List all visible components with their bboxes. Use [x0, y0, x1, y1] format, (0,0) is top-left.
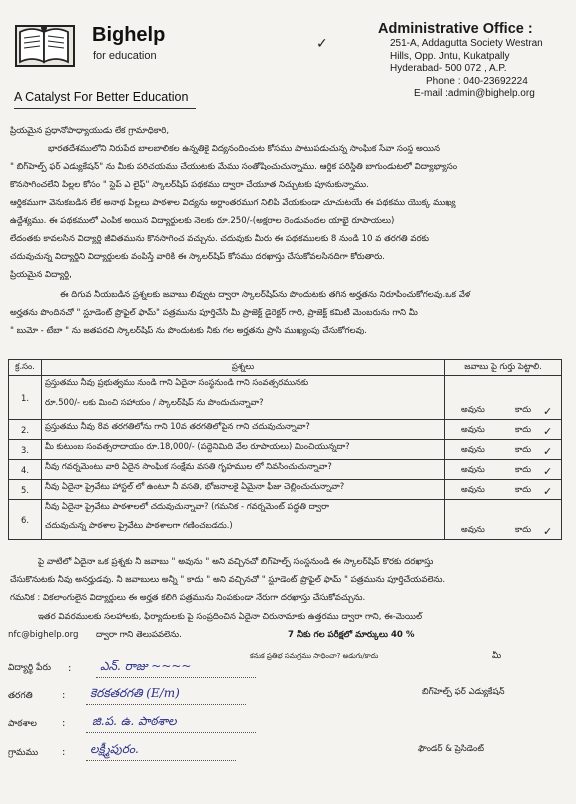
yes-option[interactable]: అవును	[461, 524, 485, 534]
question-cell: నీవు ఏదైనా ప్రైవేటు హాస్టల్ లో ఉంటూ నీ వసతి, భోజనాలకై ఏమైనా ఫీజు చెల్లించుచున్నావా?	[42, 480, 445, 500]
question-cell: నీవు గవర్నమెంటు వారి ఏదైన సాంఘిక సంక్షేమ వసతి గృహముల లో నివసించుచున్నావా?	[42, 460, 445, 480]
question-text: ప్రస్తుతము నీవు ప్రభుత్వము నుండి గాని ఏదైనా సంస్థనుండి గాని సంవత్సరమునకు	[45, 377, 309, 387]
row-number: 1.	[9, 376, 42, 420]
col-header-answer: జవాబు పై గుర్తు పెట్టాలి.	[445, 360, 562, 376]
table-row	[9, 440, 562, 460]
school-value[interactable]: జి.ప. ఉ. పాఠశాల	[92, 714, 177, 728]
brand-subtitle: for education	[93, 50, 157, 62]
body-line: కొనసాగించలేని పిల్లల కోసం " స్టెప్ ఎ లైఫ్" స్కాలర్‌షిప్ పథకము ద్వారా చేయూత నిచ్చుటకు పూనుకున్నాము.	[10, 180, 369, 190]
yes-option[interactable]: అవును	[461, 464, 485, 474]
yes-option[interactable]: అవును	[461, 404, 485, 414]
salutation-student: ప్రియమైన విద్యార్థి,	[10, 270, 72, 280]
tick-mark-icon: ✓	[543, 465, 553, 478]
question-text: రూ.500/- లకు మించి సహాయం / స్కాలర్‌షిప్ ను పొందుచున్నావా?	[45, 397, 264, 407]
question-text: చదువుచున్న పాఠశాల ప్రైవేటు పాఠశాలగా గణించబడదు.)	[45, 520, 233, 530]
row-number: 6.	[9, 500, 42, 540]
answer-cell[interactable]	[445, 376, 562, 420]
tick-mark-icon: ✓	[543, 425, 553, 438]
office-title: Administrative Office :	[378, 21, 533, 37]
office-line: Hills, Opp. Jntu, Kukatpally	[390, 50, 510, 62]
signature-title: ఫౌండర్ & ప్రెసిడెంట్	[418, 744, 484, 754]
table-row	[9, 420, 562, 440]
table-row	[9, 480, 562, 500]
instruction-line: చేసుకొనుటకు నీవు అనర్హుడవు. నీ జవాబులు అన్నీ " కాదు " అని వచ్చినచో " స్టూడెంట్ ప్రొఫైల్ ఫామ్ " పత్రమును పూర్తిచేయవలెను.	[10, 575, 446, 585]
student-name-value[interactable]: ఎన్. రాజు ~~~~	[100, 659, 192, 673]
class-value[interactable]: కెరకతరగతి (E/m)	[90, 686, 180, 700]
student-name-label: విద్యార్థి పేరు	[8, 663, 51, 673]
body-line: " బిగ్‌హెల్ప్ ఫర్ ఎడ్యుకేషన్" ను మీకు పరిచయము చేయుటకు మేము సంతోషించుచున్నాము. ఆర్థిక పరిస్థితి బాగుండుటలో విద్యాభ్యాసం	[10, 162, 458, 172]
answer-cell[interactable]	[445, 480, 562, 500]
eligibility-table	[8, 359, 562, 540]
class-underline	[86, 704, 246, 705]
salutation-headmaster: ప్రియమైన ప్రధానోపాధ్యాయుడు లేక గ్రామాధికారి,	[10, 126, 170, 136]
body-line: " బుమో - టేబా " ను జతపరచి స్కాలర్‌షిప్ ను పొందుటకు నీకు గల అర్హతను ప్రాసి ముఖ్యంపు చేసుకోగలవు.	[10, 326, 367, 336]
book-logo-icon	[10, 18, 80, 74]
colon: :	[62, 718, 66, 729]
yes-option[interactable]: అవును	[461, 444, 485, 454]
answer-cell[interactable]	[445, 500, 562, 540]
marks-note: 7 నీకు గల పరీక్షలో మార్కులు 40 %	[288, 630, 415, 640]
office-line: Hyderabad- 500 072 , A.P.	[390, 63, 507, 75]
body-line: అర్హతను పొందినచో " స్టూడెంట్ ప్రొఫైల్ ఫామ్" పత్రమును పూర్తిచేసి మీ ప్రాజెక్ట్ డైరెక్టర్ గారి, ప్రాజెక్ట్ కమిటీ మెంబరును గాని మీ	[10, 308, 418, 318]
no-option[interactable]: కాదు	[515, 424, 532, 434]
question-cell	[42, 500, 445, 540]
small-note: కనుక ప్రతిభ సమగ్రము సాధించా? అడుగు/కాదు	[250, 652, 379, 660]
office-email: E-mail :admin@bighelp.org	[414, 88, 535, 100]
row-number: 3.	[9, 440, 42, 460]
contact-email[interactable]: nfc@bighelp.org	[8, 630, 79, 640]
tagline-rule	[14, 108, 196, 109]
question-cell: ప్రస్తుతము నీవు 8వ తరగతిలోను గాని 10వ తరగతిలోపైన గాని చదువుచున్నావా?	[42, 420, 445, 440]
question-cell	[42, 376, 445, 420]
class-label: తరగతి	[8, 691, 33, 701]
office-line: 251-A, Addagutta Society Westran	[390, 38, 543, 49]
row-number: 4.	[9, 460, 42, 480]
name-underline	[96, 677, 256, 678]
signature-yours: మీ	[492, 651, 502, 661]
colon: :	[62, 747, 66, 758]
signature-org: బిగ్‌హెల్ప్ ఫర్ ఎడ్యుకేషన్	[422, 687, 505, 697]
table-row	[9, 376, 562, 420]
body-line: ఆర్థికముగా వెనుకబడిన లేక అనాథ పిల్లలు పాఠశాల విద్యను అర్థాంతరముగ నిలిపి వేయకుండా చూచుటయే ఈ పథకము యొక్క ముఖ్య	[10, 198, 456, 208]
row-number: 2.	[9, 420, 42, 440]
school-label: పాఠశాల	[8, 719, 37, 729]
no-option[interactable]: కాదు	[515, 404, 532, 414]
table-row	[9, 460, 562, 480]
answer-cell[interactable]	[445, 420, 562, 440]
no-option[interactable]: కాదు	[515, 484, 532, 494]
office-phone: Phone : 040-23692224	[426, 75, 528, 87]
body-line: భారతదేశములోని నిరుపేద బాలబాలికల ఉన్నతికై విద్యనందించుట కోసము పాటుపడుచున్న సాంఘిక సేవా సంస్థ అయిన	[48, 144, 441, 154]
no-option[interactable]: కాదు	[515, 464, 532, 474]
brand-name: Bighelp	[92, 24, 166, 46]
col-header-questions: ప్రశ్నలు	[42, 360, 445, 376]
tick-mark-icon: ✓	[543, 405, 553, 418]
body-line: ఉద్దేశ్యము. ఈ పథకములో ఎంపిక అయిన విద్యార్థులకు నెలకు రూ.250/-(అక్షరాల రెండువందల యాభై రూపాయలు)	[10, 216, 395, 226]
no-option[interactable]: కాదు	[515, 444, 532, 454]
row-number: 5.	[9, 480, 42, 500]
body-line: చదువుచున్న విద్యార్థిని విద్యార్థులకు వంపిస్తే వారికి ఈ స్కాలర్‌షిప్ కోసము దరఖాస్తు చేసుకోవలసినదిగా కోరుతారు.	[10, 252, 385, 262]
question-text: నీవు ఏదైనా ప్రైవేటు పాఠశాలలో చదువుచున్నావా? (గమనిక - గవర్నమెంట్ పద్ధతి ద్వారా	[45, 501, 329, 511]
instruction-line: పై వాటిలో ఏదైనా ఒక ప్రశ్నకు నీ జవాబు " అవును " అని వచ్చినచో బిగ్‌హెల్ప్ సంస్థనుండి ఈ స్కాలర్‌షిప్ కొరకు దరఖాస్తు	[38, 557, 434, 567]
village-value[interactable]: లక్ష్మీపురం.	[90, 742, 139, 756]
note-line: గమనిక : వికలాంగులైన విద్యార్థులు ఈ అర్హత కలిగి పత్రమును నింపకుండా నేరుగా దరఖాస్తు చేసుకోవచ్చును.	[10, 593, 366, 603]
col-header-number: క్ర.సం.	[9, 360, 42, 376]
tagline: A Catalyst For Better Education	[14, 90, 189, 104]
village-underline	[86, 760, 236, 761]
no-option[interactable]: కాదు	[515, 524, 532, 534]
pen-check-mark-icon: ✓	[316, 36, 328, 52]
colon: :	[68, 663, 72, 674]
table-header-row	[9, 360, 562, 376]
contact-line: ఇతర వివరములకు సలహాలకు, ఫిర్యాదులకు పై సంప్రదించిన ఏదైనా చిరునామాకు ఉత్తరము ద్వారా గాని, ఈ-మెయిల్	[38, 612, 423, 622]
office-address	[376, 20, 572, 101]
yes-option[interactable]: అవును	[461, 484, 485, 494]
school-underline	[86, 732, 256, 733]
table-row	[9, 500, 562, 540]
answer-cell[interactable]	[445, 460, 562, 480]
tick-mark-icon: ✓	[543, 445, 553, 458]
question-cell: మీ కుటుంబ సంవత్సరాదాయం రూ.18,000/- (పద్దెనిమిది వేల రూపాయలు) మించియున్నదా?	[42, 440, 445, 460]
colon: :	[62, 690, 66, 701]
village-label: గ్రామము	[8, 748, 39, 758]
body-line: లేదంతకు కావలసిన విద్యార్థి జీవితమును కొనసాగించ వచ్చును. చదువుకు మీరు ఈ పథకములకు 8 నుండి 10 వ తరగతి వరకు	[10, 234, 430, 244]
contact-line: ద్వారా గాని తెలుపవలెను.	[96, 630, 182, 640]
tick-mark-icon: ✓	[543, 525, 553, 538]
tick-mark-icon: ✓	[543, 485, 553, 498]
answer-cell[interactable]	[445, 440, 562, 460]
yes-option[interactable]: అవును	[461, 424, 485, 434]
body-line: ఈ దిగువ నీయబడిన ప్రశ్నలకు జవాబు లివ్వుట ద్వారా స్కాలర్‌షిప్‌ను పొందుటకు తగిన అర్హతను నిరూపించుకోగలవు.ఒక వేళ	[60, 290, 471, 300]
